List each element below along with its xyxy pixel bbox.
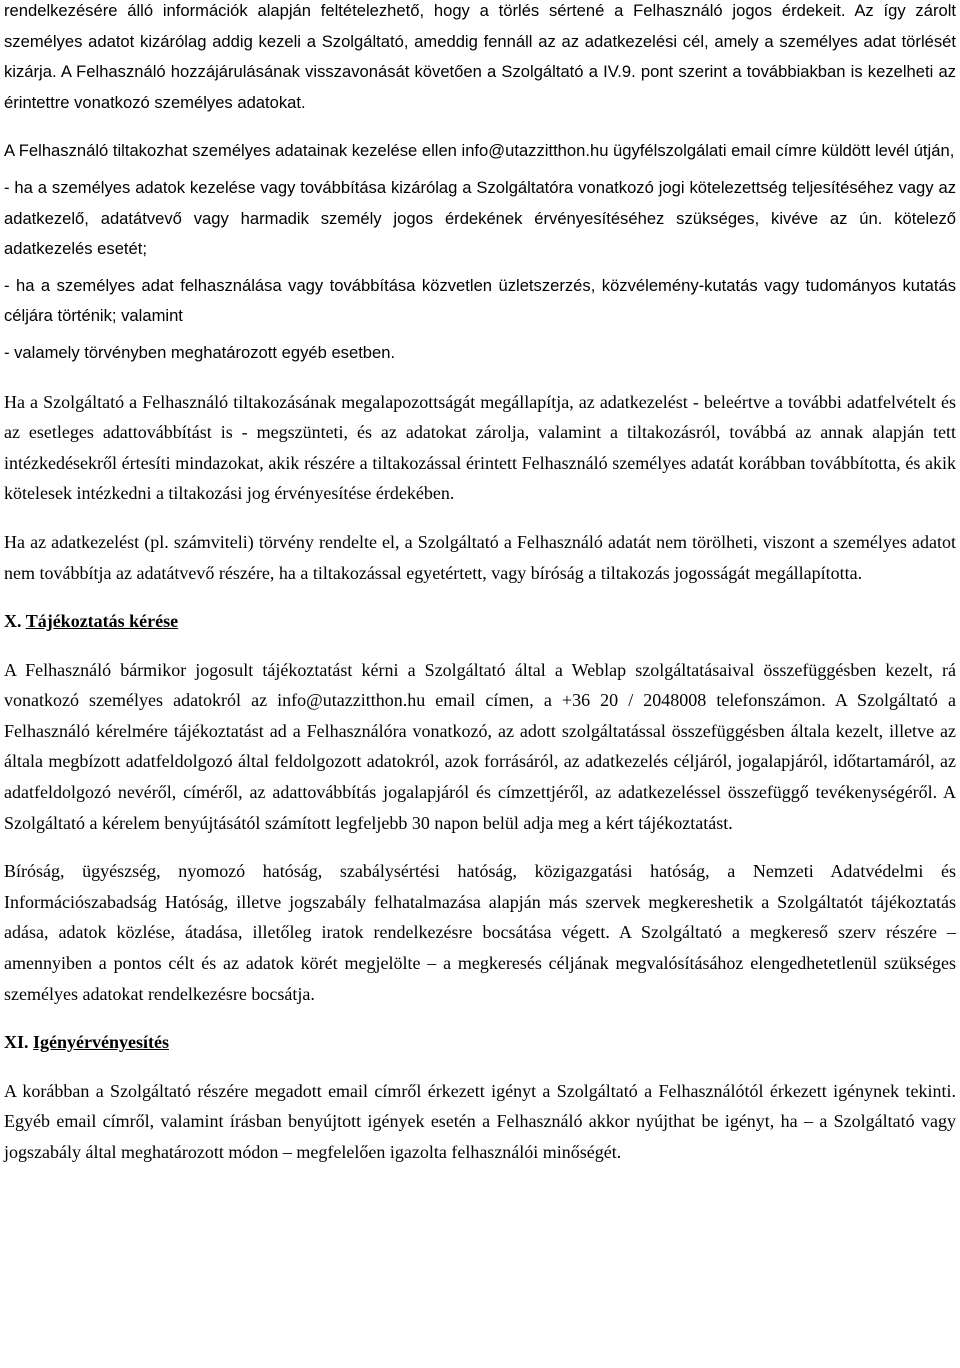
section-number: X. [4,611,22,632]
list-item: - ha a személyes adatok kezelése vagy továbbítása kizárólag a Szolgáltatóra vonatkozó jogi kötelezettség teljesítéséhez vagy az adatkezelő, adatátvevő vagy harmadik személy jogos érdekének érvényesítéséhez szükséges, kivéve az ún. kötelező adatkezelés esetét; [4,177,956,259]
list-item: - ha a személyes adat felhasználása vagy továbbítása közvetlen üzletszerzés, közvélemény-kutatás vagy tudományos kutatás céljára történik; valamint [4,275,956,326]
section-title: Tájékoztatás kérése [25,611,179,632]
paragraph-claims: A korábban a Szolgáltató részére megadott email címről érkezett igényt a Szolgáltató a Felhasználótól érkezett igénynek tekinti. Egyéb email címről, valamint írásban benyújtott igények esetén a Felhasználó akkor nyújthat be igényt, ha – a Szolgáltató vagy jogszabály által meghatározott módon – megfelelően igazolta felhasználói minőségét. [4,1080,956,1162]
document-page [4,0,956,1186]
paragraph-text: A Felhasználó hozzájárulásának visszavonását követően a Szolgáltató a IV.9. pont szerint a továbbiakban is kezelheti az érintettre vonatkozó személyes adatokat. [4,62,956,112]
paragraph-restricted-data [4,0,956,118]
paragraph-text: rendelkezésére álló információk alapján feltételezhető, hogy a törlés sértené a Felhasználó jogos érdekeit. Az így zárolt személyes adatot kizárólag addig kezeli a Szolgáltató, ameddig fennáll az az adatkezelési cél, amely a személyes adat törlését kizárja. [4,1,956,82]
section-number: XI. [4,1032,29,1053]
section-title: Igényérvényesítés [33,1032,169,1053]
paragraph-objection-law: Ha az adatkezelést (pl. számviteli) törvény rendelte el, a Szolgáltató a Felhasználó adatát nem törölheti, viszont a személyes adatot nem továbbítja az adatátvevő részére, ha a tiltakozással egyetértett, vagy bíróság a tiltakozás jogosságát megállapította. [4,531,956,583]
paragraph-authority-requests: Bíróság, ügyészség, nyomozó hatóság, szabálysértési hatóság, közigazgatási hatóság, a Nemzeti Adatvédelmi és Információszabadság Hatóság, illetve jogszabály felhatalmazása alapján más szervek megkereshetik a Szolgáltatót tájékoztatás adása, adatok közlése, átadása, illetőleg iratok rendelkezésre bocsátása végett. A Szolgáltató a megkereső szerv részére – amennyiben a pontos célt és az adatok körét megjelölte – a megkeresés céljának megvalósításához elengedhetetlenül szükséges személyes adatokat rendelkezésre bocsátja. [4,861,956,1004]
section-heading-xi [4,1027,956,1058]
paragraph-objection-intro: A Felhasználó tiltakozhat személyes adatainak kezelése ellen info@utazzitthon.hu ügyfélszolgálati email címre küldött levél útján, [4,141,955,161]
section-heading-x [4,606,956,637]
list-item: - valamely törvényben meghatározott egyéb esetben. [4,342,396,362]
paragraph-objection-founded: Ha a Szolgáltató a Felhasználó tiltakozásának megalapozottságát megállapítja, az adatkezelést - beleértve a további adatfelvételt és az esetleges adattovábbítást is - megszünteti, és az adatokat zárolja, valamint a tiltakozásról, továbbá az annak alapján tett intézkedésekről értesíti mindazokat, akik részére a tiltakozással érintett Felhasználó személyes adatát korábban továbbította, és akik kötelesek intézkedni a tiltakozási jog érvényesítése érdekében. [4,391,956,504]
paragraph-info-request: A Felhasználó bármikor jogosult tájékoztatást kérni a Szolgáltató által a Weblap szolgáltatásaival összefüggésben kezelt, rá vonatkozó személyes adatokról az info@utazzitthon.hu email címen, a +36 20 / 2048008 telefonszámon. A Szolgáltató a Felhasználó kérelmére tájékoztatást ad a Felhasználóra vonatkozó, az adott szolgáltatással összefüggésben általa kezelt, illetve az általa megbízott adatfeldolgozó által feldolgozott adatokról, azok forrásáról, az adatkezelés céljáról, jogalapjáról, időtartamáról, az adatfeldolgozó nevéről, címéről, az adattovábbítás jogalapjáról és címzettjéről, az adatkezeléssel összefüggő tevékenységéről. A Szolgáltató a kérelem benyújtásától számított legfeljebb 30 napon belül adja meg a kért tájékoztatást. [4,659,956,833]
